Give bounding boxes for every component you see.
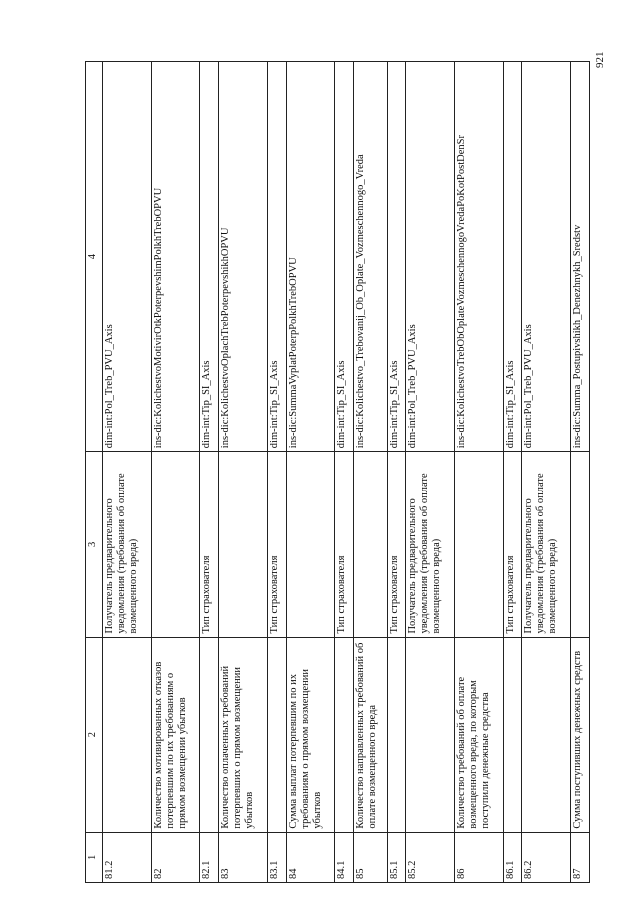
indicator-name-cell [200,637,219,832]
attribute-cell [455,452,504,637]
column-header: 2 [86,637,103,832]
row-number-cell: 81.2 [103,832,152,882]
row-number-cell: 83 [219,832,268,882]
table-row [455,62,504,883]
row-number-cell: 84 [286,832,335,882]
attribute-cell: Тип страхователя [387,452,406,637]
table-row [219,62,268,883]
attribute-cell: Тип страхователя [503,452,522,637]
code-cell: ins-dic:Summa_Postupivshikh_Denezhnykh_Sredstv [571,62,590,452]
attribute-cell: Тип страхователя [335,452,354,637]
table-row [387,62,406,883]
indicator-name-cell [267,637,286,832]
column-header: 3 [86,452,103,637]
code-cell: dim-int:Pol_Treb_PVU_Axis [103,62,152,452]
code-cell: dim-int:Pol_Treb_PVU_Axis [406,62,455,452]
table-row [267,62,286,883]
indicator-name-cell: Сумма поступивших денежных средств [571,637,590,832]
table-row [200,62,219,883]
code-cell: dim-int:Tip_SI_Axis [335,62,354,452]
indicator-name-cell [522,637,571,832]
page-number [594,38,608,78]
row-number-cell: 82.1 [200,832,219,882]
row-number-cell: 87 [571,832,590,882]
attribute-cell [353,452,387,637]
indicator-name-cell: Количество оплаченных требований потерпевших о прямом возмещении убытков [219,637,268,832]
data-table [85,61,590,883]
row-number-cell: 86.2 [522,832,571,882]
indicator-name-cell [103,637,152,832]
indicator-name-cell: Количество требований об оплате возмещенного вреда, по которым поступили денежные средства [455,637,504,832]
row-number-cell: 86.1 [503,832,522,882]
attribute-cell: Тип страхователя [267,452,286,637]
code-cell: dim-int:Tip_SI_Axis [387,62,406,452]
table-row [151,62,200,883]
indicator-name-cell: Сумма выплат потерпевшим по их требованиям о прямом возмещении убытков [286,637,335,832]
table-row [103,62,152,883]
attribute-cell [571,452,590,637]
attribute-cell: Тип страхователя [200,452,219,637]
table-row [571,62,590,883]
indicator-name-cell [406,637,455,832]
code-cell: dim-int:Tip_SI_Axis [503,62,522,452]
table-row [503,62,522,883]
code-cell: ins-dic:KolichestvoTrebObOplateVozmeschennogoVredaPoKotPostDenSr [455,62,504,452]
page-number-text: 921 [594,51,606,68]
row-number-cell: 85.1 [387,832,406,882]
attribute-cell: Получатель предварительного уведомления (требования об оплате возмещенного вреда) [522,452,571,637]
attribute-cell: Получатель предварительного уведомления (требования об оплате возмещенного вреда) [406,452,455,637]
code-cell: dim-int:Tip_SI_Axis [200,62,219,452]
table-row [286,62,335,883]
code-cell: ins-dic:SummaVyplatPoterpPolkhTrebOPVU [286,62,335,452]
attribute-cell [151,452,200,637]
table-row [522,62,571,883]
row-number-cell: 85 [353,832,387,882]
column-header: 4 [86,62,103,452]
code-cell: ins-dic:Kolichestvo_Trebovanij_Ob_Oplate_Vozmeschennogo_Vreda [353,62,387,452]
indicator-name-cell [335,637,354,832]
row-number-cell: 83.1 [267,832,286,882]
table-row [353,62,387,883]
table-row [335,62,354,883]
indicator-name-cell [503,637,522,832]
column-header: 1 [86,832,103,882]
row-number-cell: 85.2 [406,832,455,882]
rotated-table-container [85,61,590,883]
indicator-name-cell: Количество направленных требований об оплате возмещенного вреда [353,637,387,832]
code-cell: dim-int:Tip_SI_Axis [267,62,286,452]
attribute-cell [219,452,268,637]
attribute-cell [286,452,335,637]
attribute-cell: Получатель предварительного уведомления (требования об оплате возмещенного вреда) [103,452,152,637]
row-number-cell: 84.1 [335,832,354,882]
indicator-name-cell: Количество мотивированных отказов потерпевшим по их требованиям о прямом возмещении убытков [151,637,200,832]
row-number-cell: 82 [151,832,200,882]
table-row [406,62,455,883]
code-cell: dim-int:Pol_Treb_PVU_Axis [522,62,571,452]
row-number-cell: 86 [455,832,504,882]
indicator-name-cell [387,637,406,832]
code-cell: ins-dic:KolichestvoMotivirOtkPoterpevshimPolkhTrebOPVU [151,62,200,452]
table-header-row [86,62,103,883]
code-cell: ins-dic:KolichestvoOplachTrebPoterpevshikhOPVU [219,62,268,452]
